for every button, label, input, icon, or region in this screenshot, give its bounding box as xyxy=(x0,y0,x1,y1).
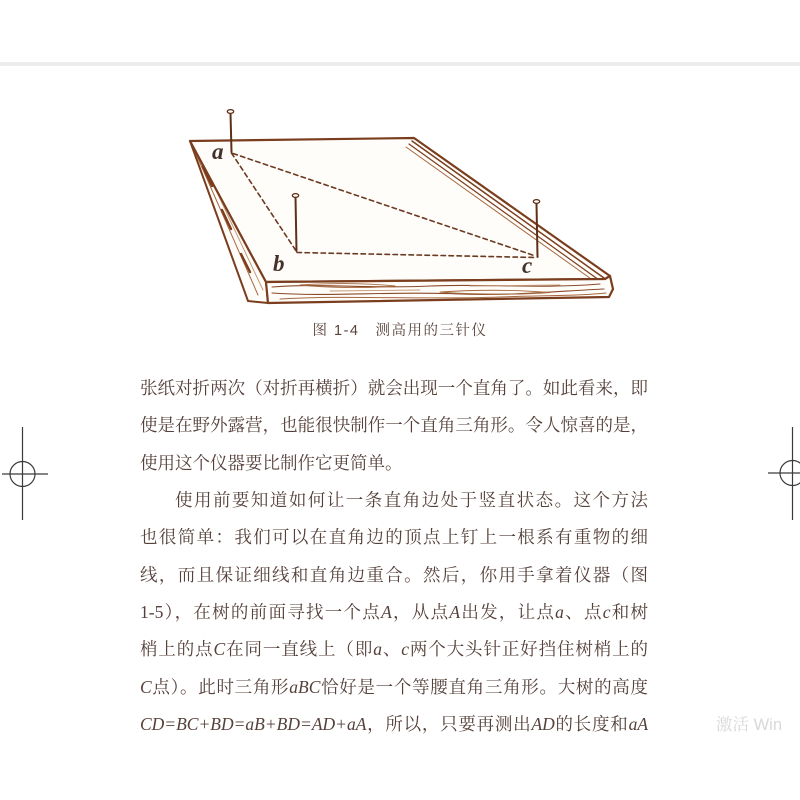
paragraph-2-line-4: 1-5），在树的前面寻找一个点A，从点A出发，让点a、点c和树 xyxy=(140,601,649,622)
figure-label-c: c xyxy=(522,253,533,278)
paragraph-2-line-7: CD=BC+BD=aB+BD=AD+aA，所以，只要再测出AD的长度和aA xyxy=(140,713,649,734)
figure-three-pin-board xyxy=(0,0,800,360)
figure-label-a: a xyxy=(212,139,224,164)
body-text xyxy=(140,370,648,743)
paragraph-2-line-2: 也很简单：我们可以在直角边的顶点上钉上一根系有重物的细 xyxy=(140,527,648,548)
paragraph-1-line-3: 使用这个仪器要比制作它更简单。 xyxy=(140,452,403,473)
figure-caption: 图 1-4 测高用的三针仪 xyxy=(312,323,488,339)
paragraph-2-line-5: 梢上的点C在同一直线上（即a、c两个大头针正好挡住树梢上的 xyxy=(140,639,649,660)
paragraph-2-line-1: 使用前要知道如何让一条直角边处于竖直状态。这个方法 xyxy=(175,489,648,510)
crop-mark-right xyxy=(740,420,800,530)
paragraph-1-line-2: 使是在野外露营，也能很快制作一个直角三角形。令人惊喜的是， xyxy=(140,415,648,436)
paragraph-1-line-1: 张纸对折两次（对折再横折）就会出现一个直角了。如此看来，即 xyxy=(140,378,648,398)
activate-windows-watermark: 激活 Win xyxy=(716,716,782,734)
paragraph-2-line-6: C点）。此时三角形aBC恰好是一个等腰直角三角形。大树的高度 xyxy=(140,676,648,697)
paragraph-2-line-3: 线，而且保证细线和直角边重合。然后，你用手拿着仪器（图 xyxy=(140,564,648,585)
crop-mark-left xyxy=(0,420,60,530)
figure-label-b: b xyxy=(273,251,285,276)
